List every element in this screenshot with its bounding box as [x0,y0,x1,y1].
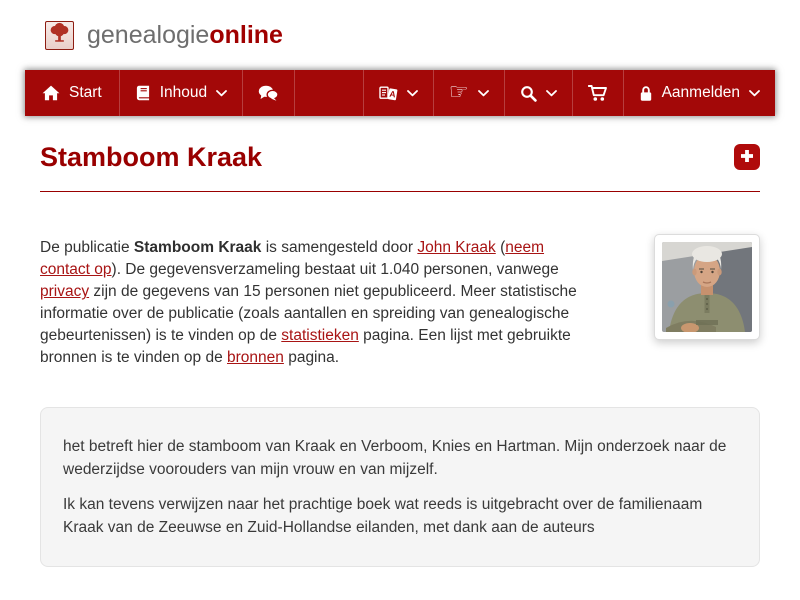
svg-text:A: A [388,88,397,99]
chevron-down-icon [407,90,418,97]
nav-label-start: Start [69,84,102,101]
plus-icon [739,148,755,167]
description-paragraph-1: het betreft hier de stamboom van Kraak en Verboom, Knies en Hartman. Mijn onderzoek naar de wederzijdse voorouders van mijn vrouw en van mijzelf. [63,438,727,479]
translate-icon [379,85,398,102]
privacy-link[interactable]: privacy [40,283,90,301]
intro-text: is samengesteld door [261,239,418,257]
nav-item-search[interactable] [504,70,572,116]
nav-item-aanmelden[interactable] [623,70,775,116]
intro-text: zijn de gegevens van 15 personen niet gepubliceerd. Meer statistische informatie over de publicatie (zoals aantallen en spreiding van genealogische gebeurtenissen) is te vinden op de [40,283,577,345]
sources-link[interactable]: bronnen [227,349,284,367]
tree-icon [47,20,72,50]
chevron-down-icon [478,90,489,97]
nav-item-recommend[interactable] [433,70,504,116]
add-button[interactable] [734,144,760,170]
intro-paragraph [40,237,760,369]
chevron-down-icon [749,90,760,97]
brand-wordmark[interactable] [87,20,283,49]
author-link[interactable]: John Kraak [417,239,496,257]
site-header [0,0,800,70]
hand-pointing-icon: ☞ [448,80,469,105]
chevron-down-icon [546,90,557,97]
intro-text: pagina. [283,349,340,367]
intro-text: ( [495,239,506,257]
lock-icon [639,85,653,102]
publication-name: Stamboom Kraak [133,239,262,257]
site-logo[interactable] [45,21,74,50]
search-icon [520,85,537,102]
main-content [0,143,800,567]
contact-link[interactable]: neem contact op [40,239,545,279]
chevron-down-icon [216,90,227,97]
intro-section [40,237,760,369]
statistics-link[interactable]: statistieken [281,327,359,345]
main-navbar [25,70,775,116]
nav-item-start[interactable] [25,70,119,116]
nav-label-inhoud: Inhoud [159,84,208,101]
chat-bubbles-icon [258,85,279,102]
book-icon [135,85,151,101]
intro-text: pagina. Een lijst met gebruikte bronnen is te vinden op de [40,327,571,367]
nav-item-cart[interactable] [572,70,623,116]
home-icon [42,85,60,101]
author-photo[interactable] [654,234,760,340]
description-box [40,407,760,567]
page-head [40,143,760,171]
nav-label-aanmelden: Aanmelden [661,84,740,101]
page-title: Stamboom Kraak [40,142,263,172]
nav-item-inhoud[interactable] [119,70,242,116]
brand-red-text: online [209,20,283,49]
intro-text: ). De gegevensverzameling bestaat uit 1.040 personen, vanwege [111,261,559,279]
nav-item-messages[interactable] [242,70,294,116]
title-divider [40,191,760,192]
nav-item-language[interactable] [363,70,433,116]
description-paragraph-2: Ik kan tevens verwijzen naar het prachtige boek wat reeds is uitgebracht over de familienaam Kraak van de Zeeuwse en Zuid-Hollandse eilanden, met dank aan de auteurs [63,496,703,537]
brand-gray-text: genealogie [87,20,210,49]
nav-spacer [294,70,363,116]
shopping-cart-icon [588,85,608,102]
intro-text: De publicatie [40,239,134,257]
